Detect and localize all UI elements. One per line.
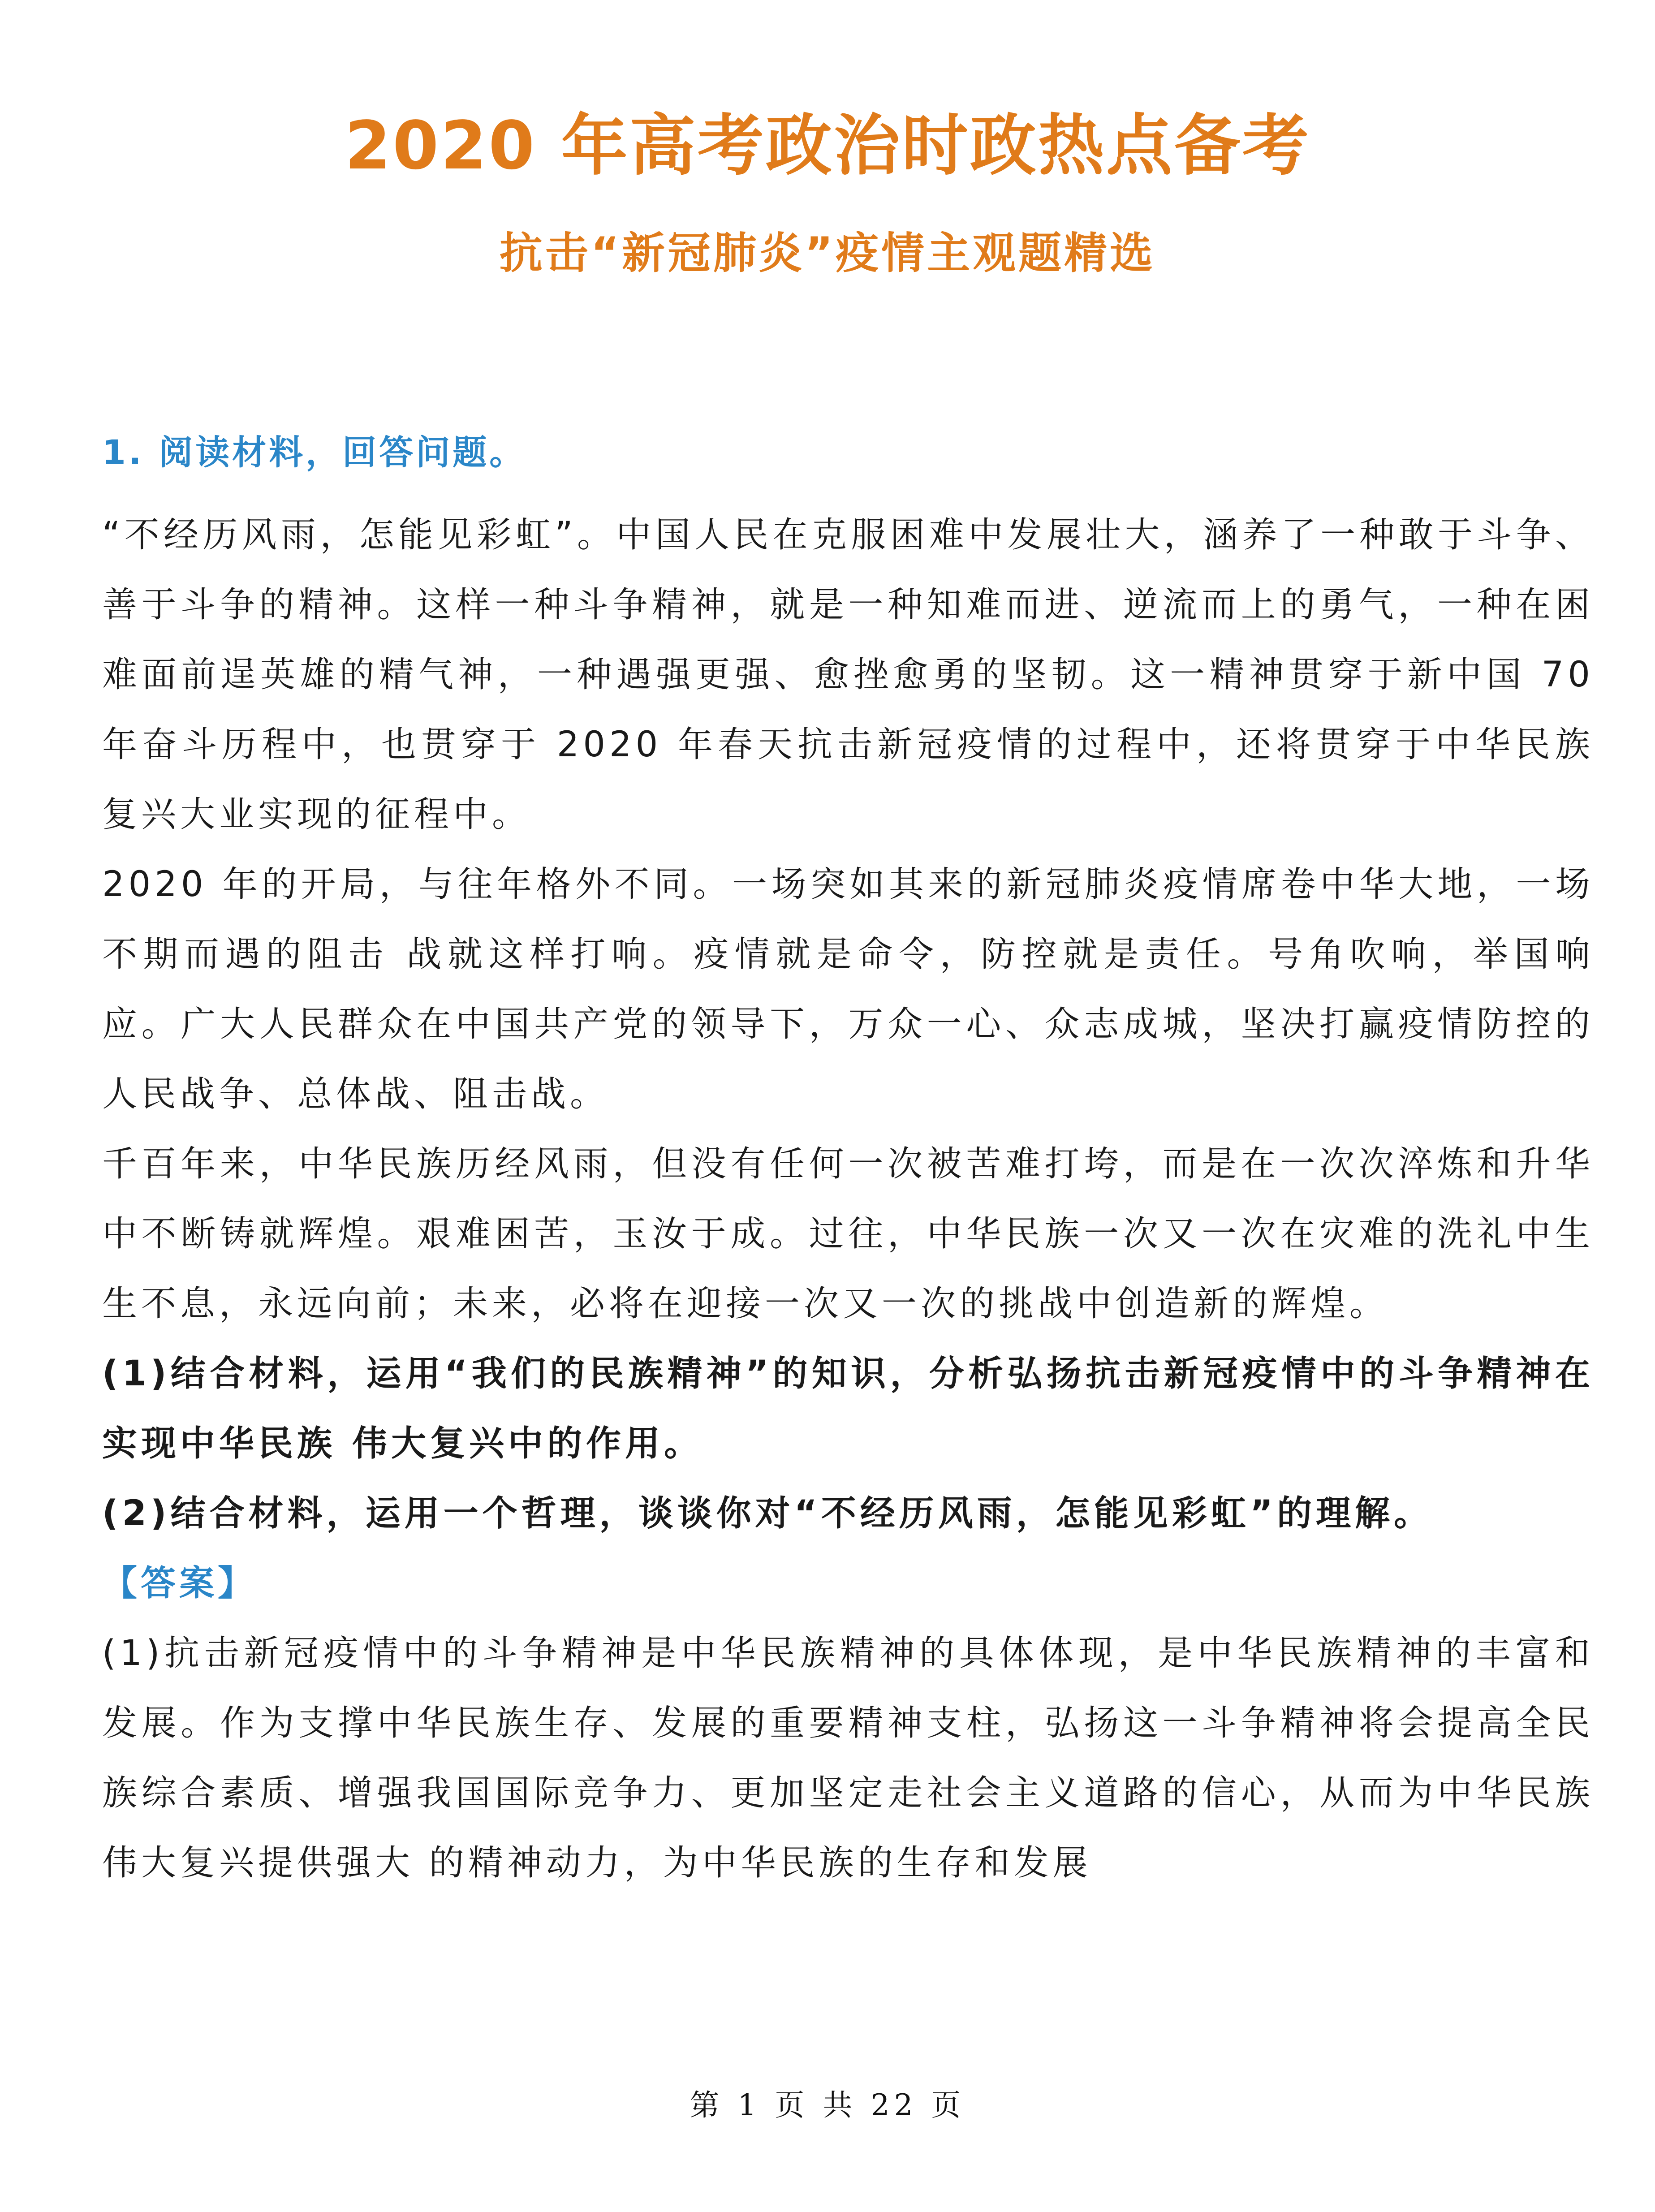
sub-question-1: (1)结合材料，运用“我们的民族精神”的知识，分析弘扬抗击新冠疫情中的斗争精神在实现中华民族 伟大复兴中的作用。 bbox=[102, 1354, 1594, 1464]
material-paragraph-3: 千百年来，中华民族历经风雨，但没有任何一次被苦难打垮，而是在一次次淬炼和升华中不断铸就辉煌。艰难困苦，玉汝于成。过往，中华民族一次又一次在灾难的洗礼中生生不息，永远向前；未来，必将在迎接一次又一次的挑战中创造新的辉煌。 bbox=[102, 1144, 1594, 1324]
question-heading: 1. 阅读材料，回答问题。 bbox=[102, 432, 526, 472]
answer-paragraph-1: (1)抗击新冠疫情中的斗争精神是中华民族精神的具体体现，是中华民族精神的丰富和发展。作为支撑中华民族生存、发展的重要精神支柱，弘扬这一斗争精神将会提高全民族综合素质、增强我国国际竞争力、更加坚定走社会主义道路的信心，从而为中华民族伟大复兴提供强大 的精神动力，为中华民族的生存和发展 bbox=[102, 1633, 1594, 1883]
material-paragraph-2: 2020 年的开局，与往年格外不同。一场突如其来的新冠肺炎疫情席卷中华大地，一场不期而遇的阻击 战就这样打响。疫情就是命令，防控就是责任。号角吹响，举国响应。广大人民群众在中国共产党的领导下，万众一心、众志成城，坚决打赢疫情防控的人民战争、总体战、阻击战。 bbox=[102, 864, 1594, 1114]
sub-question-2: (2)结合材料，运用一个哲理，谈谈你对“不经历风雨，怎能见彩虹”的理解。 bbox=[102, 1493, 1433, 1534]
answer-label: 【答案】 bbox=[102, 1563, 257, 1604]
material-paragraph-1: “不经历风雨，怎能见彩虹”。中国人民在克服困难中发展壮大，涵养了一种敢于斗争、善于斗争的精神。这样一种斗争精神，就是一种知难而进、逆流而上的勇气，一种在困难面前逞英雄的精气神，一种遇强更强、愈挫愈勇的坚韧。这一精神贯穿于新中国 70 年奋斗历程中，也贯穿于 2020 年春天抗击新冠疫情的过程中，还将贯穿于中华民族复兴大业实现的征程中。 bbox=[102, 515, 1594, 835]
page-title: 2020 年高考政治时政热点备考 bbox=[345, 107, 1310, 184]
page-subtitle: 抗击“新冠肺炎”疫情主观题精选 bbox=[499, 228, 1156, 278]
question-section bbox=[102, 430, 1594, 1898]
page-number: 第 1 页 共 22 页 bbox=[690, 2088, 965, 2122]
